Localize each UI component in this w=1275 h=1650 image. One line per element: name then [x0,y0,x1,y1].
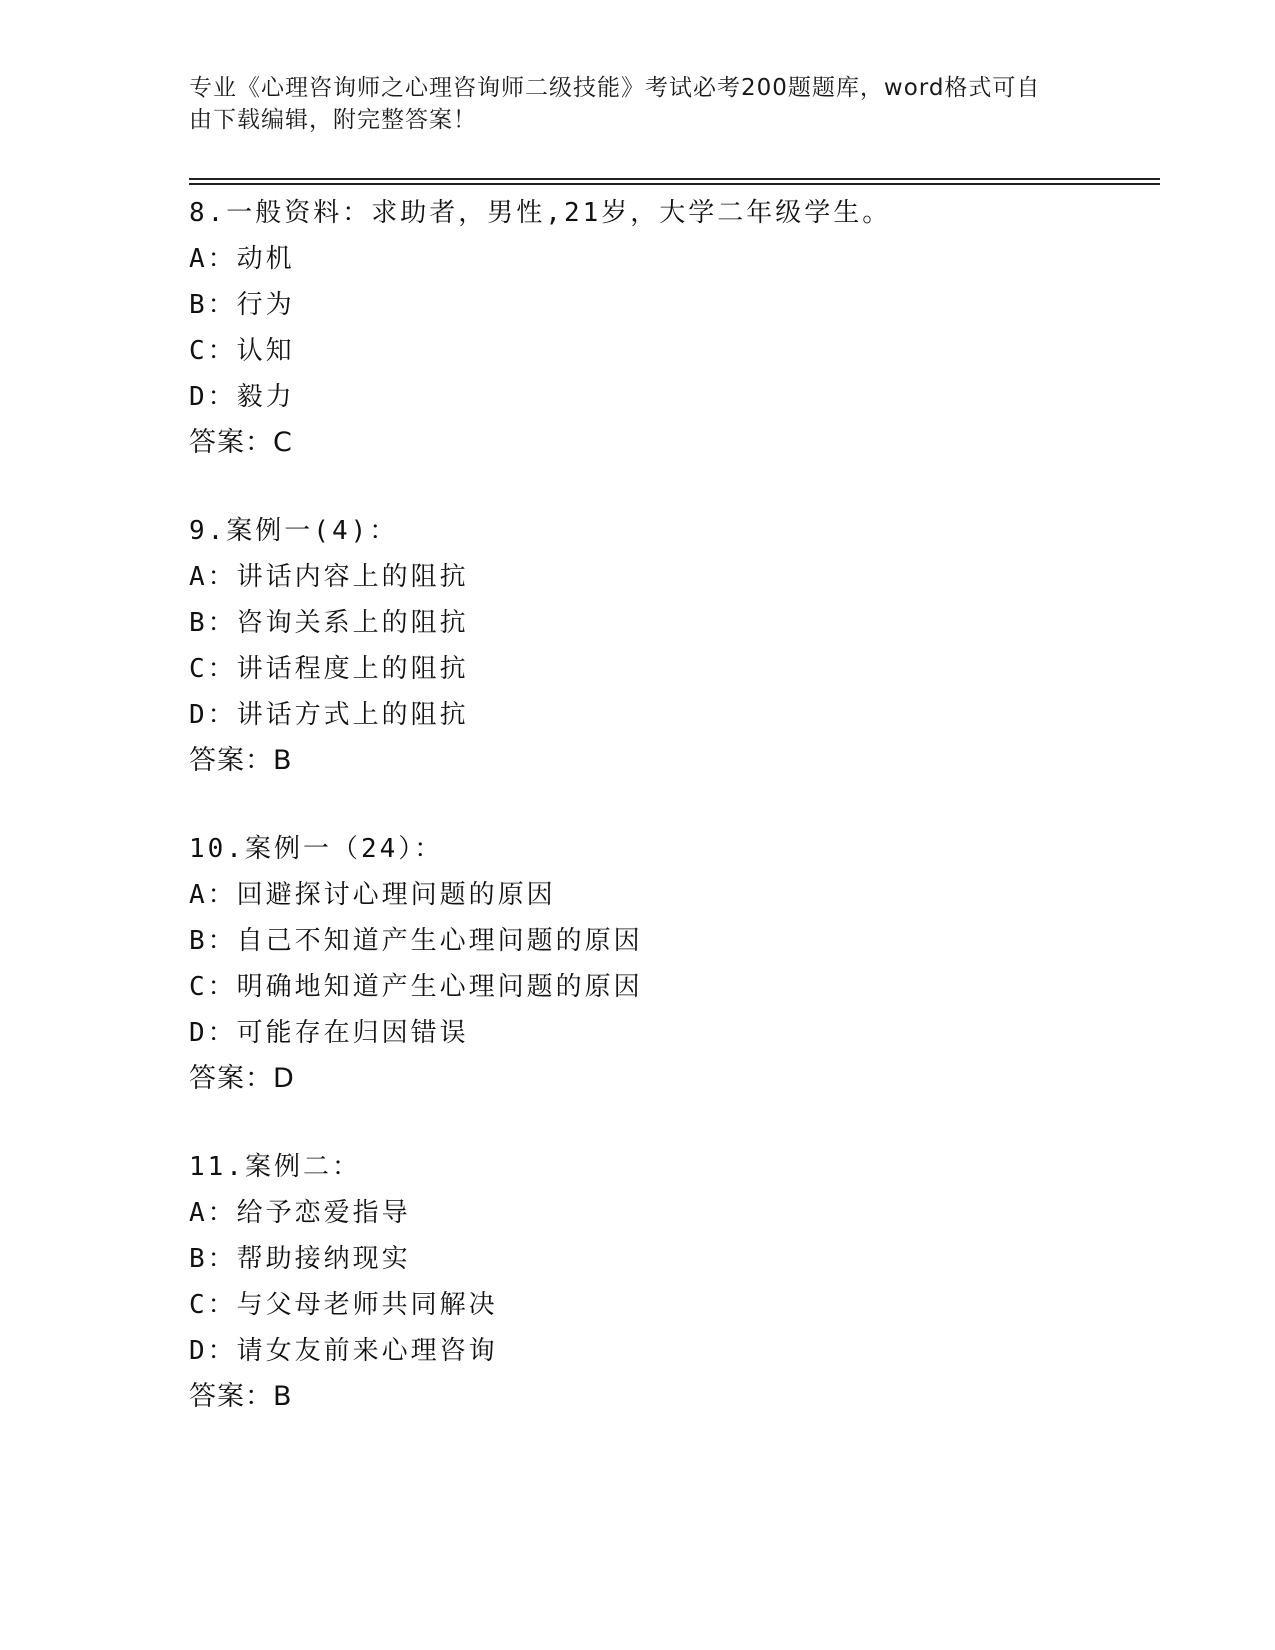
question-stem: 10.案例一（24）： [189,834,444,864]
option-c: C：讲话程度上的阻抗 [189,654,469,684]
option-b: B：帮助接纳现实 [189,1244,411,1274]
option-c: C：明确地知道产生心理问题的原因 [189,972,643,1002]
header-divider-bottom [189,183,1160,185]
option-a: A：回避探讨心理问题的原因 [189,880,556,910]
option-b: B：自己不知道产生心理问题的原因 [189,926,643,956]
question-stem: 8.一般资料：求助者，男性,21岁，大学二年级学生。 [189,198,892,228]
header-line-1: 专业《心理咨询师之心理咨询师二级技能》考试必考200题题库，word格式可自 [189,75,1041,101]
question-11 [189,1144,1160,1420]
option-d: D：请女友前来心理咨询 [189,1336,498,1366]
question-stem: 11.案例二： [189,1152,361,1182]
option-a: A：给予恋爱指导 [189,1198,411,1228]
answer-line: 答案：B [189,745,293,776]
option-c: C：与父母老师共同解决 [189,1290,498,1320]
question-10 [189,826,1160,1102]
question-stem: 9.案例一(4)： [189,516,399,546]
option-d: D：讲话方式上的阻抗 [189,700,469,730]
document-header [189,72,1089,136]
question-8 [189,190,1160,466]
answer-line: 答案：B [189,1381,293,1412]
answer-line: 答案：D [189,1063,295,1094]
answer-line: 答案：C [189,427,293,458]
option-a: A：动机 [189,244,295,274]
header-divider-top [189,178,1160,180]
question-9 [189,508,1160,784]
question-list [189,190,1160,1462]
option-a: A：讲话内容上的阻抗 [189,562,469,592]
option-d: D：毅力 [189,382,295,412]
option-b: B：行为 [189,290,295,320]
option-d: D：可能存在归因错误 [189,1018,469,1048]
option-b: B：咨询关系上的阻抗 [189,608,469,638]
option-c: C：认知 [189,336,295,366]
header-line-2: 由下载编辑，附完整答案！ [189,107,477,133]
